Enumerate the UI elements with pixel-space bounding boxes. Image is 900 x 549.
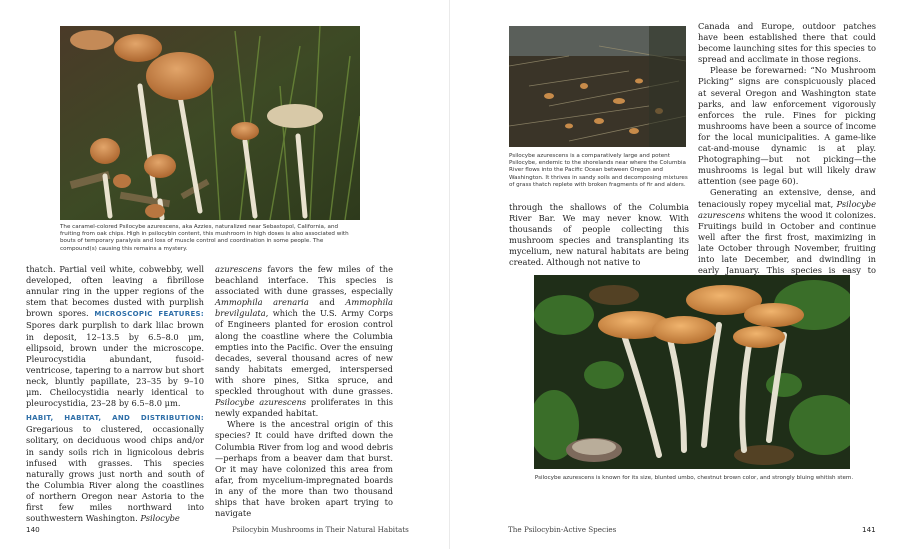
body-paragraph: Please be forewarned: “No Mushroom Picking” signs are conspicuously placed at several Oregon and Washington state parks, and law enforcement vigorously enforces the rule. Fines for picking mushrooms have been a source of income for the local municipalities. A game-like cat-and-mouse dynamic is at play. Photographing—but not picking—the mushrooms is legal but will likely draw attention (see page 60). — [698, 65, 876, 187]
page-number-right: 141 — [862, 525, 876, 534]
body-text: Spores dark purplish to dark lilac brown in deposit, 12–13.5 by 6.5–8.0 μm, ellipsoid, brown under the microscope. Pleurocystidia abundant, fusoid-ventricose, tapering to a narrow but short neck, bluntly papillate, 23–35 by 9–10 μm. Cheilocystidia nearly identical to pleurocystidia, 23–28 by 6.5–8.0 μm. — [26, 320, 204, 409]
body-text: , which the U.S. Army Corps of Engineers planted for erosion control along the coastline where the Columbia empties into the Pacific. Over the ensuing decades, several thousand acres of new sandy habitats emerged, interspersed with shore pines, Sitka spruce, and speckled throughout with dune grasses. — [215, 308, 393, 397]
photo-caption: Psilocybe azurescens is known for its size, blunted umbo, chestnut brown color, and strongly bluing whitish stem. — [534, 475, 854, 481]
species-name: Psilocybe azurescens — [698, 198, 876, 220]
photo-mushroom-cluster-closeup — [534, 275, 850, 469]
body-paragraph: Where is the ancestral origin of this species? It could have drifted down the Columbia River from log and wood debris—perhaps from a beaver dam that burst. Or it may have colonized this area from afar, from mycelium-impregnated boards in any of the more than two thousand ships that have broken apart trying to navigate — [215, 419, 393, 519]
species-name: Psilocybe — [140, 513, 180, 524]
body-text: and — [308, 297, 346, 308]
body-text: proliferates in this newly expanded habitat. — [215, 397, 393, 419]
running-head-left: Psilocybin Mushrooms in Their Natural Habitats — [232, 525, 409, 534]
body-text: thatch. Partial veil white, cobwebby, well developed, often leaving a fibrillose annular ring in the upper regions of the stem that becomes dusted with purplish brown spores. — [26, 264, 204, 319]
body-paragraph: through the shallows of the Columbia River Bar. We may never know. With thousands of people collecting this mushroom species and transplanting its mycelium, new natural habitats are being created. Although not native to — [509, 202, 689, 268]
body-text: favors the few miles of the beachland interface. This species is associated with dune grasses, especially — [215, 264, 393, 297]
species-name: Psilocybe azurescens — [215, 397, 307, 408]
text-column-right — [698, 21, 876, 287]
body-text: whitens the wood it colonizes. Fruitings build in October and continue well after the first frost, maximizing in late October through November, fruiting into late December, and dwindling in early January. This species is easy to — [698, 209, 876, 276]
photo-mushrooms-grass-thatch — [509, 26, 686, 147]
body-text: Gregarious to clustered, occasionally solitary, on deciduous wood chips and/or in sandy soils rich in lignicolous debris infused with grasses. This species naturally grows just north and south of the Columbia River along the coastlines of northern Oregon near Astoria to the first few miles northward into southwestern Washington. — [26, 424, 204, 524]
running-head-right: The Psilocybin-Active Species — [508, 525, 617, 534]
text-column-middle — [509, 202, 689, 269]
text-column-2 — [215, 264, 393, 519]
photo-caption: The caramel-colored Psilocybe azurescens, aka Azzies, naturalized near Sebastopol, California, and fruiting from oak chips. High in psilocybin content, this mushroom in high doses is also associated with bouts of temporary paralysis and loss of muscle control and coordination in some people. The compound(s) causing this remains a mystery. — [60, 224, 349, 252]
right-page — [450, 0, 900, 549]
body-text: Generating an extensive, dense, and tenaciously ropey mycelial mat, — [698, 187, 876, 209]
species-name: azurescens — [215, 264, 262, 274]
photo-caption: Psilocybe azurescens is a comparatively large and potent Psilocybe, endemic to the shorelands near where the Columbia River flows into the Pacific Ocean between Oregon and Washington. It thrives in sandy soils and decomposing mixtures of grass thatch replete with broken fragments of fir and alders. — [509, 153, 688, 188]
text-column-1 — [26, 264, 204, 524]
section-heading-microscopic: MICROSCOPIC FEATURES: — [94, 310, 204, 319]
section-heading-habitat: HABIT, HABITAT, AND DISTRIBUTION: — [26, 414, 204, 423]
species-name: Ammophila arenaria — [215, 297, 309, 308]
page-number-left: 140 — [26, 525, 40, 534]
species-name: Ammophila brevilgulata — [215, 297, 393, 319]
body-paragraph: Canada and Europe, outdoor patches have been established there that could become launching sites for this species to spread and acclimate in those regions. — [698, 21, 876, 65]
photo-mushrooms-wood-chips — [60, 26, 360, 220]
